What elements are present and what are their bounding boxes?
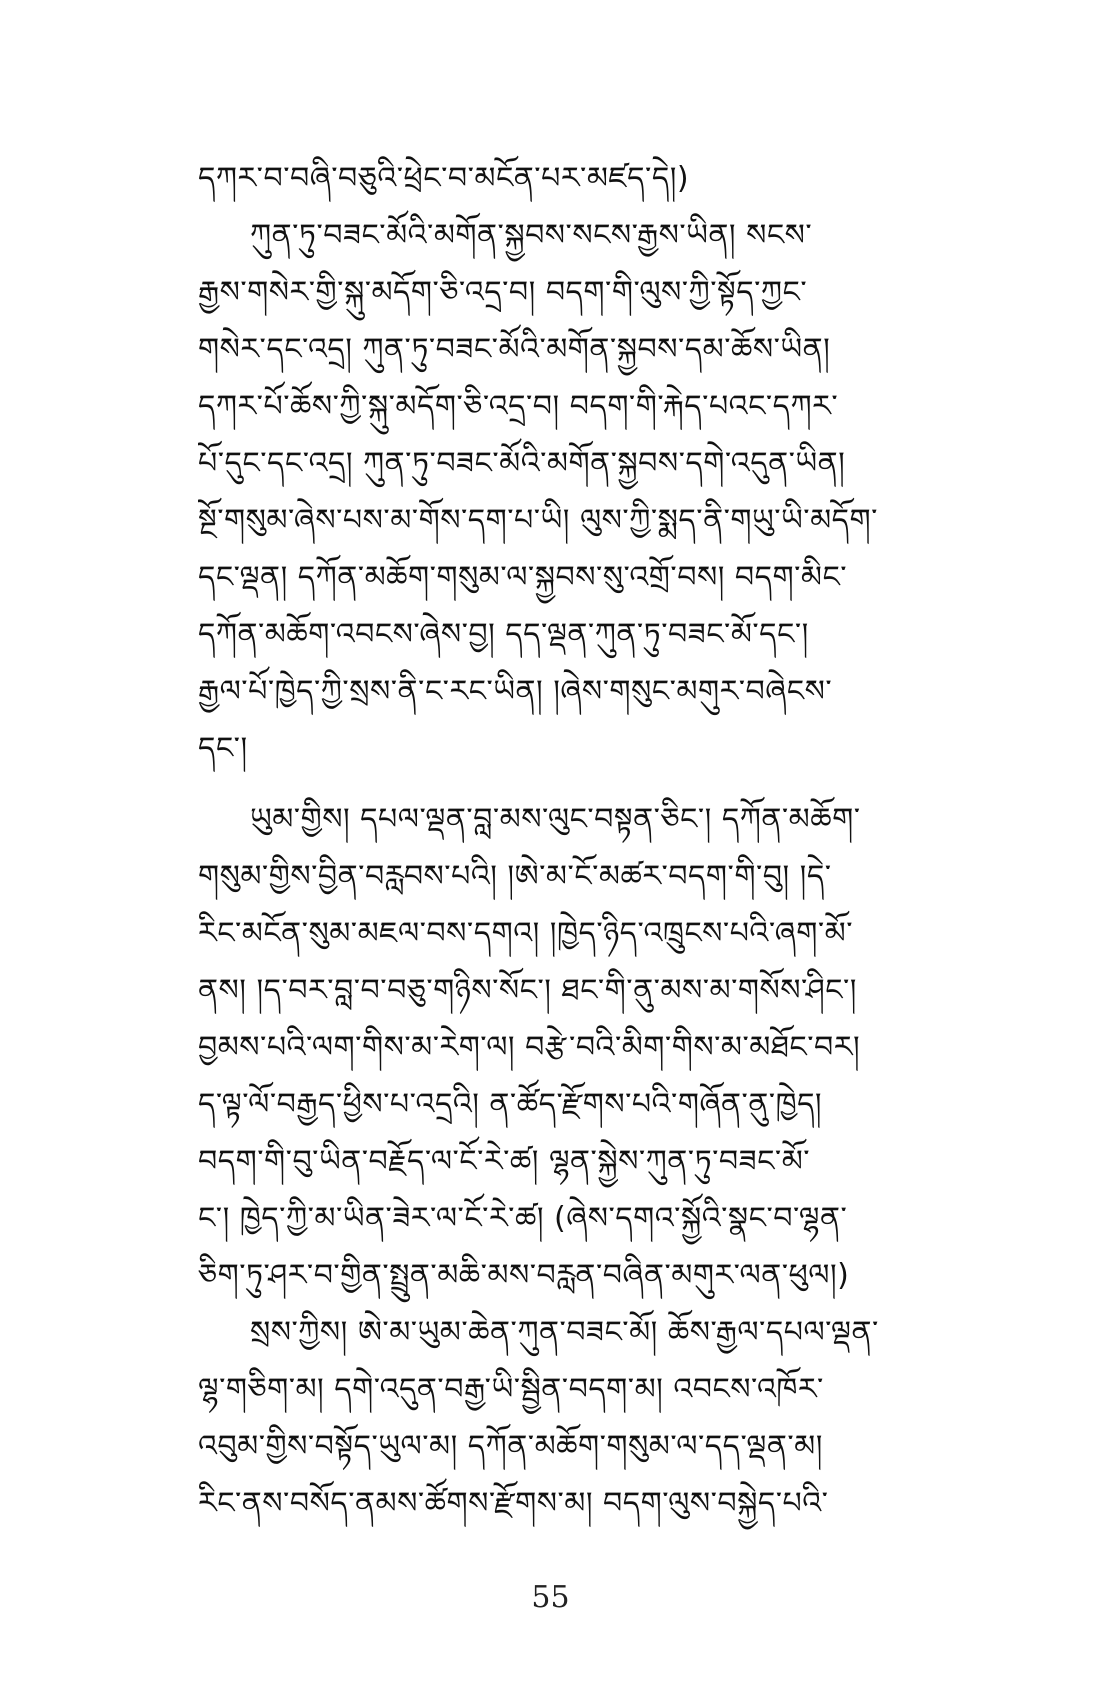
text-line: རིང་ནས་བསོད་ནམས་ཚོགས་རྫོགས་མ། བདག་ལུས་བསྐྱེད་པའི་	[198, 1486, 829, 1521]
text-line: སྔོ་གསུམ་ཞེས་པས་མ་གོས་དག་པ་ཡི། ལུས་ཀྱི་སྨད་ནི་གཡུ་ཡི་མདོག་	[198, 503, 878, 538]
text-line: ལྷ་གཅིག་མ། དགེ་འདུན་བརྒྱ་ཡི་སྦྱིན་བདག་མ། འབངས་འཁོར་	[198, 1372, 824, 1407]
text-line: དང་།	[198, 731, 248, 766]
text-line: ང་། ཁྱེད་ཀྱི་མ་ཡིན་ཟེར་ལ་ངོ་རེ་ཚ། (ཞེས་དགའ་སྐྱོའི་སྣང་བ་ལྷན་	[198, 1201, 848, 1236]
text-line: ཅིག་ཏུ་ཤར་བ་གྱིན་སྤྲུན་མཆི་མས་བརླན་བཞིན་མགུར་ལན་ཕུལ།)	[198, 1258, 850, 1293]
text-line: དཀོན་མཆོག་འབངས་ཞེས་བྱ། དད་ལྡན་ཀུན་ཏུ་བཟང་མོ་དང་།	[198, 617, 809, 652]
body-text	[198, 150, 918, 1532]
text-line: གསུམ་གྱིས་བྱིན་བརླབས་པའི། །ཨེ་མ་ངོ་མཚར་བདག་གི་བུ། །དེ་	[198, 859, 832, 894]
text-line: པོ་དུང་དང་འདྲ། ཀུན་ཏུ་བཟང་མོའི་མགོན་སྐྱབས་དགེ་འདུན་ཡིན།	[198, 446, 846, 481]
text-line: ད་ལྟ་ལོ་བརྒྱད་ཕྱིས་པ་འདྲའི། ན་ཚོད་རྫོགས་པའི་གཞོན་ནུ་ཁྱེད།	[198, 1087, 823, 1122]
text-line: དཀར་པོ་ཆོས་ཀྱི་སྐུ་མདོག་ཅི་འདྲ་བ། བདག་གི་རྐེད་པའང་དཀར་	[198, 389, 839, 424]
text-line: དང་ལྡན། དཀོན་མཆོག་གསུམ་ལ་སྐྱབས་སུ་འགྲོ་བས། བདག་མིང་	[198, 560, 848, 595]
text-line: འབུམ་གྱིས་བསྟོད་ཡུལ་མ། དཀོན་མཆོག་གསུམ་ལ་དད་ལྡན་མ།	[198, 1429, 823, 1464]
text-line: རྒྱས་གསེར་གྱི་སྐུ་མདོག་ཅི་འདྲ་བ། བདག་གི་ལུས་ཀྱི་སྟོད་ཀྱང་	[198, 275, 808, 310]
text-line: དཀར་བ་བཞི་བཅུའི་ཕྲེང་བ་མངོན་པར་མཛད་དེ།)	[198, 161, 690, 196]
text-line: གསེར་དང་འདྲ། ཀུན་ཏུ་བཟང་མོའི་མགོན་སྐྱབས་དམ་ཆོས་ཡིན།	[198, 332, 831, 367]
text-line: བྱམས་པའི་ལག་གིས་མ་རེག་ལ། བརྩེ་བའི་མིག་གིས་མ་མཐོང་བར།	[198, 1030, 861, 1065]
text-line: རྒྱལ་པོ་ཁྱེད་ཀྱི་སྲས་ནི་ང་རང་ཡིན། །ཞེས་གསུང་མགུར་བཞེངས་	[198, 674, 833, 709]
text-line: ཀུན་ཏུ་བཟང་མོའི་མགོན་སྐྱབས་སངས་རྒྱས་ཡིན། སངས་	[250, 218, 813, 253]
text-line: ཡུམ་གྱིས། དཔལ་ལྡན་བླ་མས་ལུང་བསྟན་ཅིང་། དཀོན་མཆོག་	[250, 802, 861, 837]
text-line: ནས། །ད་བར་བླ་བ་བཅུ་གཉིས་སོང་། ཐང་གི་ནུ་མས་མ་གསོས་ཤིང་།	[198, 973, 857, 1008]
page-number: 55	[531, 1580, 570, 1615]
text-line: བདག་གི་བུ་ཡིན་བརྗོད་ལ་ངོ་རེ་ཚ། ལྷན་སྐྱེས་ཀུན་ཏུ་བཟང་མོ་	[198, 1144, 811, 1179]
text-line: རིང་མངོན་སུམ་མཇལ་བས་དགའ། །ཁྱེད་ཉིད་འཁྲུངས་པའི་ཞག་མོ་	[198, 916, 854, 951]
text-line: སྲས་ཀྱིས། ཨེ་མ་ཡུམ་ཆེན་ཀུན་བཟང་མོ། ཆོས་རྒྱལ་དཔལ་ལྡན་	[250, 1315, 879, 1350]
